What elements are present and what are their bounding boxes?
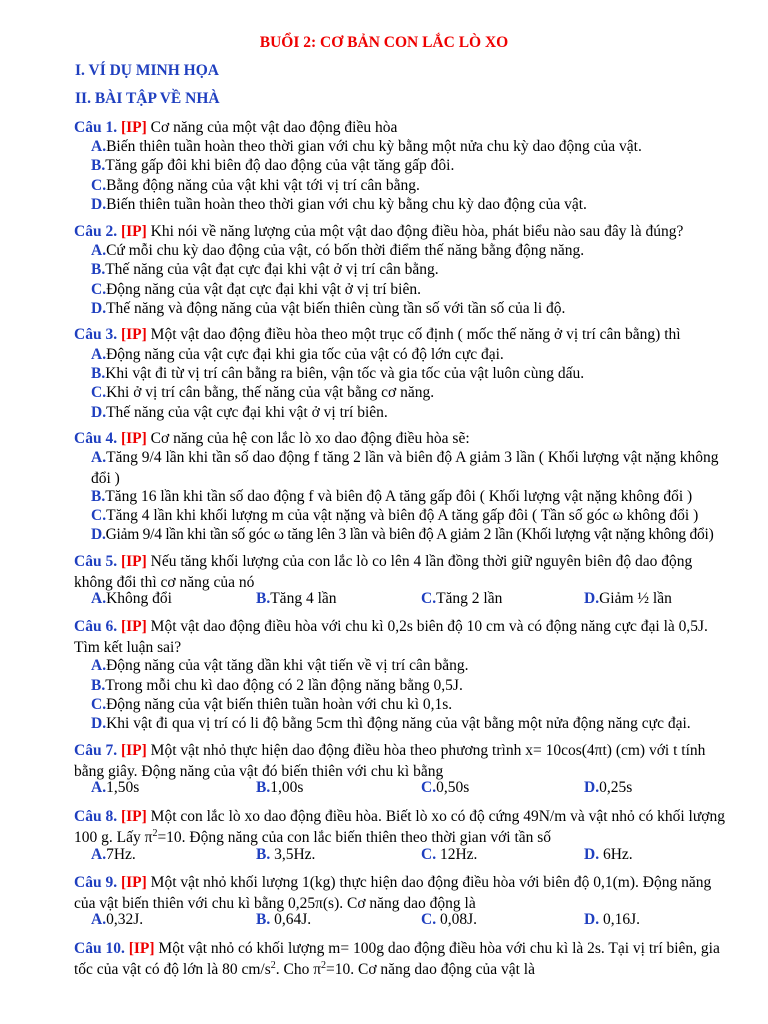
option-d: D.Thế năng của vật cực đại khi vật ở vị trí biên. bbox=[91, 404, 388, 421]
question-10: Câu 10. [IP] Một vật nhỏ có khối lượng m= 100g dao động điều hòa với chu kì là 2s. Tại vị trí biên, gia tốc của vật có độ lớn là 80 $cm/s^2$. Cho $\pi^2=10$. Cơ năng dao động của vật là bbox=[74, 940, 720, 978]
option-a: A.Động năng của vật cực đại khi gia tốc của vật có độ lớn cực đại. bbox=[91, 346, 504, 363]
question-9 bbox=[74, 872, 734, 914]
option-d: D.Khi vật đi qua vị trí có li độ bằng 5cm thì động năng của vật bằng một nửa động năng cực đại. bbox=[91, 715, 691, 732]
option-a: A.Động năng của vật tăng dần khi vật tiến về vị trí cân bằng. bbox=[91, 657, 469, 674]
option-b: B.Tăng 4 lần bbox=[256, 590, 337, 607]
ip-tag: [IP] bbox=[120, 119, 147, 136]
question-4 bbox=[74, 428, 734, 449]
section-heading-examples: I. VÍ DỤ MINH HỌA bbox=[75, 62, 219, 79]
question-3 bbox=[74, 324, 734, 345]
option-a: A.1,50s bbox=[91, 779, 140, 796]
option-b: B. 3,5Hz. bbox=[256, 846, 316, 863]
option-c: C.Tăng 2 lần bbox=[421, 590, 503, 607]
option-d: D.Biến thiên tuần hoàn theo thời gian với chu kỳ bằng chu kỳ dao động của vật. bbox=[91, 196, 587, 213]
option-a: A.0,32J. bbox=[91, 911, 144, 928]
question-number: Câu 1. bbox=[74, 119, 118, 136]
question-5 bbox=[74, 551, 734, 593]
option-c: C.Tăng 4 lần khi khối lượng m của vật nặng và biên độ A tăng gấp đôi ( Tần số góc ω không đổi ) bbox=[91, 507, 699, 524]
ip-tag: [IP] bbox=[128, 940, 155, 957]
option-row bbox=[91, 846, 731, 867]
ip-tag: [IP] bbox=[120, 326, 147, 343]
option-d: D.Giảm 9/4 lần khi tần số góc ω tăng lên 3 lần và biên độ A giảm 2 lần (Khối lượng vật nặng không đổi) bbox=[91, 526, 714, 543]
question-text: Một vật nhỏ khối lượng 1(kg) thực hiện dao động điều hòa với biên độ 0,1(m). Động năng của vật biến thiên với chu kì bằng 0,25π(s). Cơ năng dao động là bbox=[74, 874, 712, 912]
ip-tag: [IP] bbox=[120, 874, 147, 891]
question-number: Câu 2. bbox=[74, 223, 118, 240]
option-row bbox=[91, 590, 731, 611]
option-d: D.Giảm ½ lần bbox=[584, 590, 672, 607]
option-row bbox=[91, 911, 731, 932]
ip-tag: [IP] bbox=[120, 618, 147, 635]
question-number: Câu 5. bbox=[74, 553, 118, 570]
option-b: B.1,00s bbox=[256, 779, 304, 796]
option-a: A.Tăng 9/4 lần khi tần số dao động f tăng 2 lần và biên độ A giảm 3 lần ( Khối lượng vật nặng không đổi ) bbox=[91, 449, 719, 487]
option-a: A.Cứ mỗi chu kỳ dao động của vật, có bốn thời điểm thế năng bằng động năng. bbox=[91, 242, 585, 259]
question-text: Nếu tăng khối lượng của con lắc lò co lên 4 lần đồng thời giữ nguyên biên độ dao động không đổi thì cơ năng của nó bbox=[74, 553, 693, 591]
option-c: C.Động năng của vật biến thiên tuần hoàn với chu kì 0,1s. bbox=[91, 696, 453, 713]
option-c: C.Động năng của vật đạt cực đại khi vật ở vị trí biên. bbox=[91, 281, 421, 298]
option-c: C.Bằng động năng của vật khi vật tới vị trí cân bằng. bbox=[91, 177, 420, 194]
question-text: Một vật dao động điều hòa theo một trục cố định ( mốc thế năng ở vị trí cân bằng) thì bbox=[146, 326, 681, 343]
ip-tag: [IP] bbox=[120, 553, 147, 570]
question-number: Câu 9. bbox=[74, 874, 118, 891]
question-text: Một vật dao động điều hòa với chu kì 0,2s biên độ 10 cm và có động năng cực đại là 0,5J. Tìm kết luận sai? bbox=[74, 618, 708, 656]
ip-tag: [IP] bbox=[120, 430, 147, 447]
option-c: C.Khi ở vị trí cân bằng, thế năng của vật bằng cơ năng. bbox=[91, 384, 435, 401]
question-text: Cơ năng của hệ con lắc lò xo dao động điều hòa sẽ: bbox=[146, 430, 470, 447]
option-a: A.7Hz. bbox=[91, 846, 136, 863]
option-b: B.Khi vật đi từ vị trí cân bằng ra biên, vận tốc và gia tốc của vật luôn cùng dấu. bbox=[91, 365, 585, 382]
ip-tag: [IP] bbox=[120, 742, 147, 759]
option-d: D. 6Hz. bbox=[584, 846, 633, 863]
option-b: B. 0,64J. bbox=[256, 911, 312, 928]
question-number: Câu 3. bbox=[74, 326, 118, 343]
option-b: B.Thế năng của vật đạt cực đại khi vật ở vị trí cân bằng. bbox=[91, 261, 439, 278]
question-8: Câu 8. [IP] Một con lắc lò xo dao động điều hòa. Biết lò xo có độ cứng 49N/m và vật nhỏ có khối lượng 100 g. Lấy $\pi^2=10$. Động năng của con lắc biến thiên theo thời gian với tần số bbox=[74, 808, 725, 846]
question-text: Khi nói về năng lượng của một vật dao động điều hòa, phát biểu nào sau đây là đúng? bbox=[146, 223, 684, 240]
question-number: Câu 7. bbox=[74, 742, 118, 759]
option-d: D.Thế năng và động năng của vật biến thiên cùng tần số với tần số của li độ. bbox=[91, 300, 566, 317]
option-c: C.0,50s bbox=[421, 779, 470, 796]
page-title: BUỔI 2: CƠ BẢN CON LẮC LÒ XO bbox=[259, 34, 509, 51]
option-c: C. 12Hz. bbox=[421, 846, 478, 863]
option-d: D. 0,16J. bbox=[584, 911, 640, 928]
ip-tag: [IP] bbox=[120, 223, 147, 240]
question-2 bbox=[74, 221, 734, 242]
option-b: B.Tăng gấp đôi khi biên độ dao động của vật tăng gấp đôi. bbox=[91, 157, 455, 174]
question-number: Câu 4. bbox=[74, 430, 118, 447]
option-b: B.Tăng 16 lần khi tần số dao động f và biên độ A tăng gấp đôi ( Khối lượng vật nặng không đổi ) bbox=[91, 488, 693, 505]
option-c: C. 0,08J. bbox=[421, 911, 477, 928]
question-number: Câu 8. bbox=[74, 808, 118, 825]
option-d: D.0,25s bbox=[584, 779, 633, 796]
question-7 bbox=[74, 740, 734, 782]
question-number: Câu 6. bbox=[74, 618, 118, 635]
question-1 bbox=[74, 117, 734, 138]
question-6 bbox=[74, 616, 734, 658]
section-heading-homework: II. BÀI TẬP VỀ NHÀ bbox=[75, 90, 220, 107]
question-text: Một vật nhỏ thực hiện dao động điều hòa theo phương trình x= 10cos(4πt) (cm) với t tính bằng giây. Động năng của vật đó biến thiên với chu kì bằng bbox=[74, 742, 706, 780]
option-a: A.Biến thiên tuần hoàn theo thời gian với chu kỳ bằng một nửa chu kỳ dao động của vật. bbox=[91, 138, 642, 155]
ip-tag: [IP] bbox=[120, 808, 147, 825]
option-row bbox=[91, 779, 731, 800]
option-a: A.Không đổi bbox=[91, 590, 172, 607]
question-text: Cơ năng của một vật dao động điều hòa bbox=[146, 119, 398, 136]
question-number: Câu 10. bbox=[74, 940, 125, 957]
option-b: B.Trong mỗi chu kì dao động có 2 lần động năng bằng 0,5J. bbox=[91, 677, 463, 694]
